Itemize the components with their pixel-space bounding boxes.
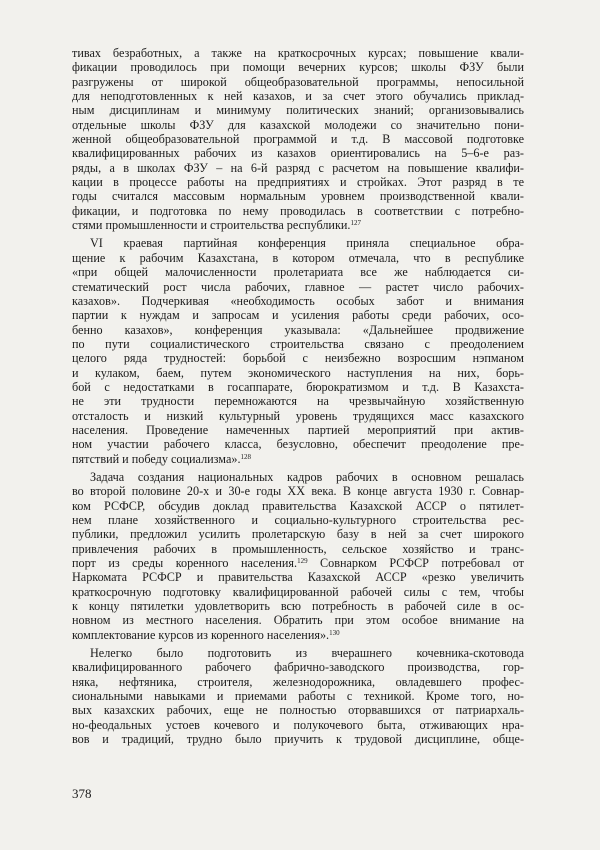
text-line: по пути социалистического строительства связано с преодолением	[72, 336, 524, 351]
text-line-with-footnote	[72, 556, 524, 570]
text-line: отсталость и низкий культурный уровень трудящихся масс казахского	[72, 408, 524, 423]
text-line: для неподготовленных к ней казахов, и за счет этого обучались приклад-	[72, 89, 524, 104]
text-line-last	[72, 628, 524, 642]
text-line: бой с недостатками в госаппарате, бюрократизмом и т.д. В Казахста-	[72, 379, 524, 394]
text-line: кации в процессе работы на предприятиях и стройках. Этот разряд в те	[72, 175, 524, 190]
text-line: бенно казахов», конференция указывала: «Дальнейшее продвижение	[72, 322, 524, 337]
text-line: казахов». Подчеркивая «необходимость особых забот и внимания	[72, 293, 524, 308]
text-line: няка, нефтяника, строителя, железнодорожника, овладевшего профес-	[72, 674, 524, 689]
text-line: не эти трудности перемножаются на чрезвычайную хозяйственную	[72, 394, 524, 409]
text-fragment: стями промышленности и строительства республики.	[72, 218, 351, 233]
footnote-ref: 129	[297, 557, 308, 566]
text-fragment: пятствий и победу социализма».	[72, 451, 241, 466]
text-line: ном участии рабочего класса, безусловно, обеспечит преодоление пре-	[72, 437, 524, 452]
text-line: во второй половине 20-х и 30-е годы XX века. В конце августа 1930 г. Совнар-	[72, 484, 524, 499]
text-line: стематический рост числа рабочих, главное — растет число рабочих-	[72, 279, 524, 294]
text-line: ным дисциплинам и минимуму политических знаний; организовывались	[72, 103, 524, 118]
text-line: новном из местного населения. Обратить при этом особое внимание на	[72, 613, 524, 628]
text-line: вых казахских рабочих, еще не полностью оторвавшихся от патриархаль-	[72, 703, 524, 718]
text-line: «при общей малочисленности пролетариата все же наблюдается си-	[72, 265, 524, 280]
text-fragment: комплектование курсов из коренного населения».	[72, 627, 330, 642]
text-line: населения. Проведение намеченных партией мероприятий при актив-	[72, 422, 524, 437]
text-line: краткосрочную подготовку квалифицированной рабочей силы с тем, чтобы	[72, 584, 524, 599]
text-line-last	[72, 218, 524, 232]
paragraph-1	[72, 46, 524, 232]
text-line: Наркомата РСФСР и правительства Казахской АССР «резко увеличить	[72, 570, 524, 585]
footnote-ref: 128	[240, 452, 251, 461]
text-line: но-феодальных устоев кочевого и полукочевого быта, отживающих нра-	[72, 717, 524, 732]
text-line: сиональными навыками и приемами работы с техникой. Кроме того, но-	[72, 689, 524, 704]
text-line: VI краевая партийная конференция приняла специальное обра-	[90, 236, 524, 251]
text-line: годы считался массовым нормальным уровнем производственной квали-	[72, 189, 524, 204]
text-line: ряды, а в школах ФЗУ – на 6-й разряд с расчетом на повышение квалифи-	[72, 160, 524, 175]
text-line: партии к нуждам и запросам и усиления работы среди рабочих, осо-	[72, 308, 524, 323]
footnote-ref: 127	[350, 219, 361, 228]
text-fragment: порт из среды коренного населения.	[72, 556, 298, 571]
text-line: женной общеобразовательной программой и т.д. В массовой подготовке	[72, 132, 524, 147]
text-line: отдельные школы ФЗУ для казахской молодежи со значительно пони-	[72, 117, 524, 132]
text-line: щение к рабочим Казахстана, в котором отмечала, что в республике	[72, 250, 524, 265]
text-line: тивах безработных, а также на краткосрочных курсах; повышение квали-	[72, 46, 524, 60]
text-line: Нелегко было подготовить из вчерашнего кочевника-скотовода	[90, 646, 524, 661]
text-line: фикации, и подготовка по нему проводилась в соответствии с потребно-	[72, 203, 524, 218]
text-line: Задача создания национальных кадров рабочих в основном решалась	[90, 469, 524, 484]
text-line: публики, предложил усилить пролетарскую базу в ней за счет широкого	[72, 527, 524, 542]
text-line: к концу пятилетки удовлетворить всю потребность в рабочей силе в ос-	[72, 599, 524, 614]
footnote-ref: 130	[329, 628, 340, 637]
document-page	[72, 46, 524, 751]
text-line: привлечения рабочих в промышленность, сельское хозяйство и транс-	[72, 541, 524, 556]
text-fragment: Совнарком РСФСР потребовал от	[307, 556, 524, 571]
text-line: и кулаком, баем, путем экономического наступления на них, борь-	[72, 365, 524, 380]
text-line: вов и традиций, трудно было приучить к трудовой дисциплине, обще-	[72, 732, 524, 747]
paragraph-3	[72, 470, 524, 642]
text-line-last	[72, 452, 524, 466]
paragraph-2	[72, 236, 524, 466]
page-number: 378	[72, 786, 92, 801]
text-line: фикации проводилось при помощи вечерних курсов; школы ФЗУ были	[72, 60, 524, 75]
paragraph-4	[72, 646, 524, 746]
text-line: квалифицированных рабочих из казахов ориентировались на 5–6-е раз-	[72, 146, 524, 161]
text-line: квалифицированного рабочего фабрично-заводского производства, гор-	[72, 660, 524, 675]
text-line: целого ряда трудностей: борьбой с неизбежно возросшим нэпманом	[72, 351, 524, 366]
text-line: нем плане хозяйственного и социально-культурного строительства рес-	[72, 513, 524, 527]
text-line: разгружены от широкой общеобразовательной программы, непосильной	[72, 74, 524, 89]
text-line: ком РСФСР, обсудив доклад правительства Казахской АССР о пятилет-	[72, 498, 524, 513]
